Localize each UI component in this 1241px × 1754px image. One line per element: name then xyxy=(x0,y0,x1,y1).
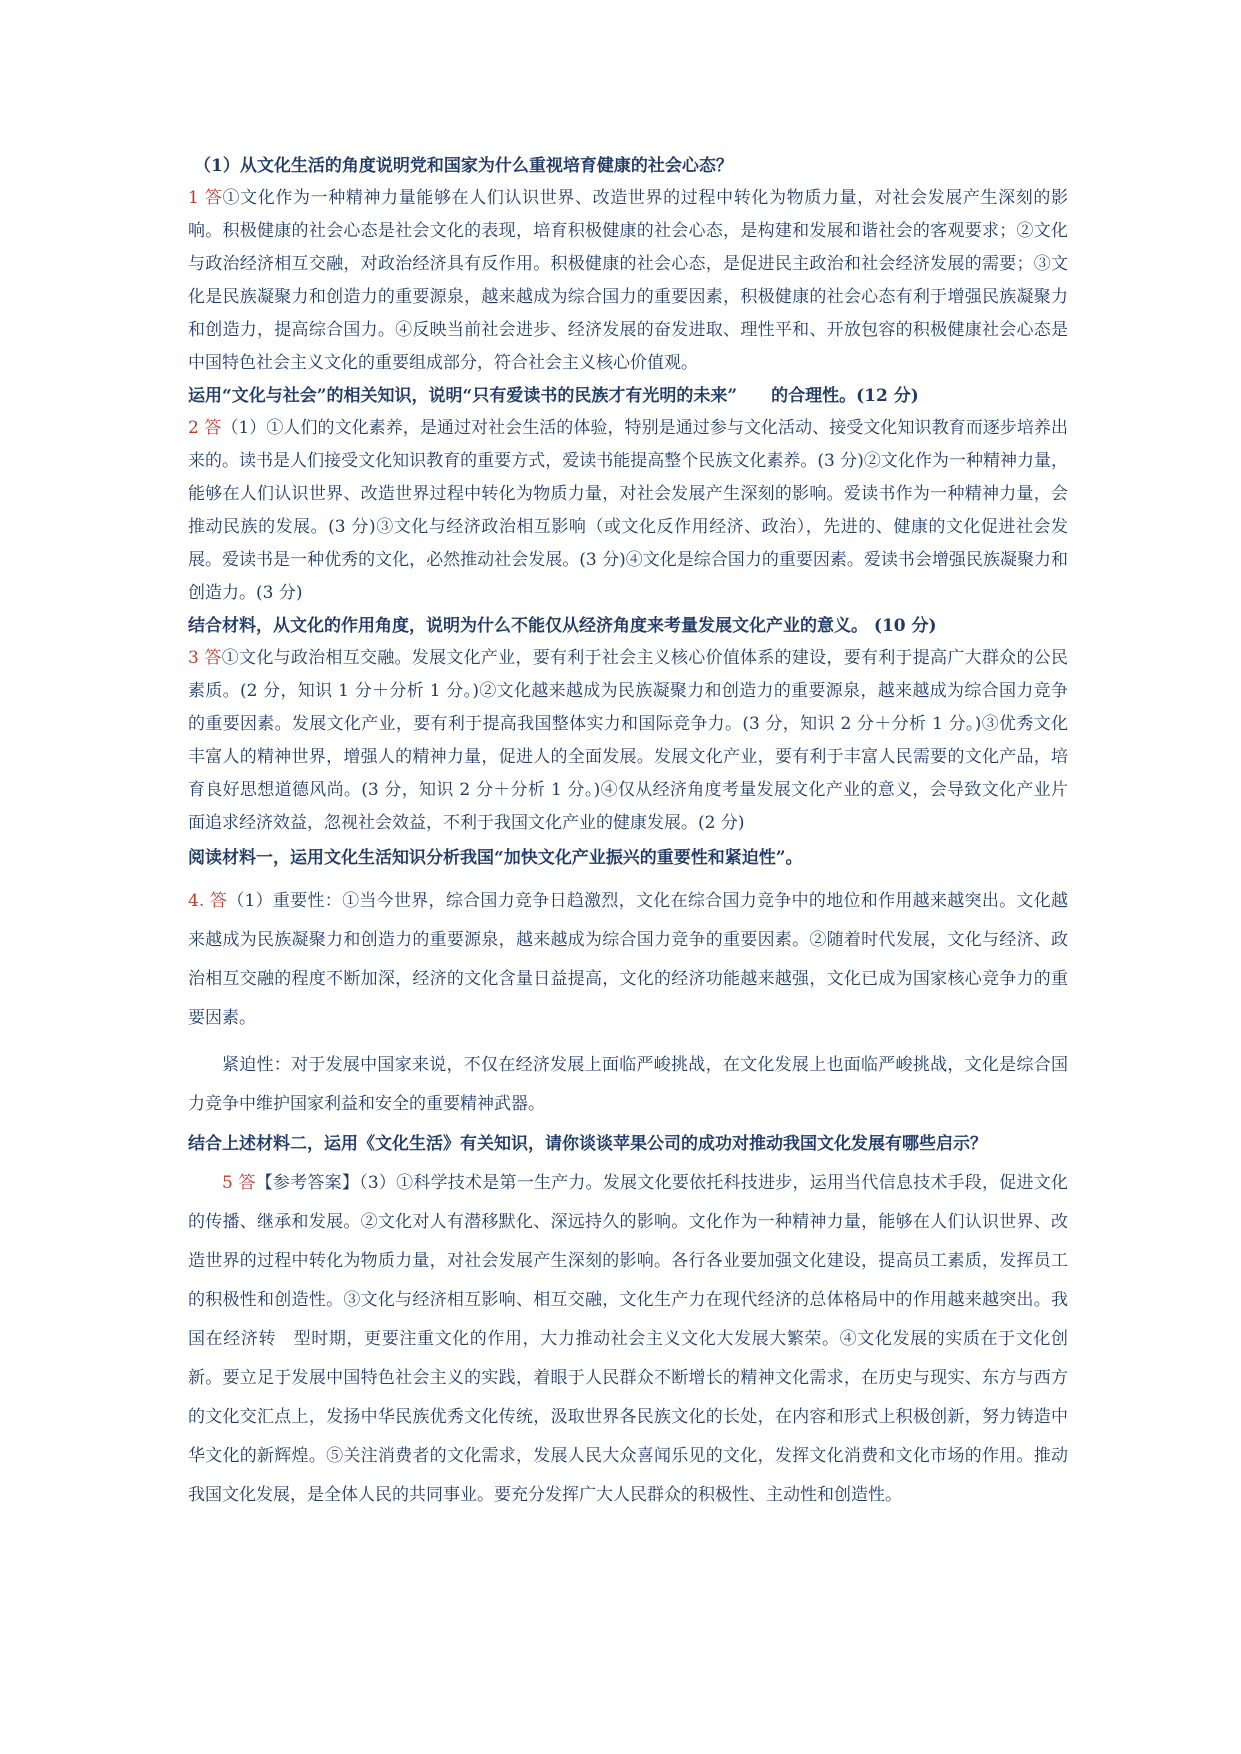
document-page xyxy=(188,150,1068,1515)
question-4: 阅读材料一，运用文化生活知识分析我国“加快文化产业振兴的重要性和紧迫性”。 xyxy=(188,848,803,868)
answer-text-5: 【参考答案】（3）①科学技术是第一生产力。发展文化要依托科技进步，运用当代信息技术手段，促进文化的传播、继承和发展。②文化对人有潜移默化、深远持久的影响。文化作为一种精神力量，能够在人们认识世界、改造世界的过程中转化为物质力量，对社会发展产生深刻的影响。各行各业要加强文化建设，提高员工素质，发挥员工的积极性和创造性。③文化与经济相互影响、相互交融，文化生产力在现代经济的总体格局中的作用越来越突出。我国在经济转 型时期，更要注重文化的作用，大力推动社会主义文化大发展大繁荣。④文化发展的实质在于文化创新。要立足于发展中国特色社会主义的实践，着眼于人民群众不断增长的精神文化需求，在历史与现实、东方与西方的文化交汇点上，发扬中华民族优秀文化传统，汲取世界各民族文化的长处，在内容和形式上积极创新，努力铸造中华文化的新辉煌。⑤关注消费者的文化需求，发展人民大众喜闻乐见的文化，发挥文化消费和文化市场的作用。推动我国文化发展，是全体人民的共同事业。要充分发挥广大人民群众的积极性、主动性和创造性。 xyxy=(188,1173,1068,1505)
answer-2 xyxy=(188,412,1068,610)
answer-number-5: 5 答 xyxy=(222,1173,256,1193)
answer-4 xyxy=(188,882,1068,1038)
answer-5 xyxy=(188,1164,1068,1515)
answer-number-1: 1 答 xyxy=(188,188,223,208)
answer-text-1: ①文化作为一种精神力量能够在人们认识世界、改造世界的过程中转化为物质力量，对社会发展产生深刻的影响。积极健康的社会心态是社会文化的表现，培育积极健康的社会心态，是构建和发展和谐社会的客观要求；②文化与政治经济相互交融，对政治经济具有反作用。积极健康的社会心态，是促进民主政治和社会经济发展的需要；③文化是民族凝聚力和创造力的重要源泉，越来越成为综合国力的重要因素，积极健康的社会心态有利于增强民族凝聚力和创造力，提高综合国力。④反映当前社会进步、经济发展的奋发进取、理性平和、开放包容的积极健康社会心态是中国特色社会主义文化的重要组成部分，符合社会主义核心价值观。 xyxy=(188,188,1068,373)
answer-number-2: 2 答 xyxy=(188,418,222,438)
question-2: 运用“文化与社会”的相关知识，说明“只有爱读书的民族才有光明的未来” 的合理性。(12 分) xyxy=(188,386,919,406)
answer-1 xyxy=(188,182,1068,380)
answer-text-4: （1）重要性：①当今世界，综合国力竞争日趋激烈，文化在综合国力竞争中的地位和作用越来越突出。文化越来越成为民族凝聚力和创造力的重要源泉，越来越成为综合国力竞争的重要因素。②随着时代发展，文化与经济、政治相互交融的程度不断加深，经济的文化含量日益提高，文化的经济功能越来越强，文化已成为国家核心竞争力的重要因素。 xyxy=(188,891,1068,1028)
answer-4-urgency: 紧迫性：对于发展中国家来说，不仅在经济发展上面临严峻挑战，在文化发展上也面临严峻挑战，文化是综合国力竞争中维护国家利益和安全的重要精神武器。 xyxy=(188,1055,1068,1114)
answer-number-4: 4. 答 xyxy=(188,891,228,911)
answer-text-2: （1）①人们的文化素养，是通过对社会生活的体验，特别是通过参与文化活动、接受文化知识教育而逐步培养出来的。读书是人们接受文化知识教育的重要方式，爱读书能提高整个民族文化素养。(3 分)②文化作为一种精神力量，能够在人们认识世界、改造世界过程中转化为物质力量，对社会发展产生深刻的影响。爱读书作为一种精神力量，会推动民族的发展。(3 分)③文化与经济政治相互影响（或文化反作用经济、政治），先进的、健康的文化促进社会发展。爱读书是一种优秀的文化，必然推动社会发展。(3 分)④文化是综合国力的重要因素。爱读书会增强民族凝聚力和创造力。(3 分) xyxy=(188,418,1068,603)
answer-number-3: 3 答 xyxy=(188,648,222,668)
answer-text-3: ①文化与政治相互交融。发展文化产业，要有利于社会主义核心价值体系的建设，要有利于提高广大群众的公民素质。(2 分，知识 1 分＋分析 1 分。)②文化越来越成为民族凝聚力和创造力的重要源泉，越来越成为综合国力竞争的重要因素。发展文化产业，要有利于提高我国整体实力和国际竞争力。(3 分，知识 2 分＋分析 1 分。)③优秀文化丰富人的精神世界，增强人的精神力量，促进人的全面发展。发展文化产业，要有利于丰富人民需要的文化产品，培育良好思想道德风尚。(3 分，知识 2 分＋分析 1 分。)④仅从经济角度考量发展文化产业的意义，会导致文化产业片面追求经济效益，忽视社会效益，不利于我国文化产业的健康发展。(2 分) xyxy=(188,648,1068,833)
question-3: 结合材料，从文化的作用角度，说明为什么不能仅从经济角度来考量发展文化产业的意义。 (10 分) xyxy=(188,616,937,636)
question-1: （1）从文化生活的角度说明党和国家为什么重视培育健康的社会心态？ xyxy=(194,156,733,176)
answer-3 xyxy=(188,642,1068,840)
question-5: 结合上述材料二，运用《文化生活》有关知识，请你谈谈苹果公司的成功对推动我国文化发展有哪些启示？ xyxy=(188,1134,987,1154)
